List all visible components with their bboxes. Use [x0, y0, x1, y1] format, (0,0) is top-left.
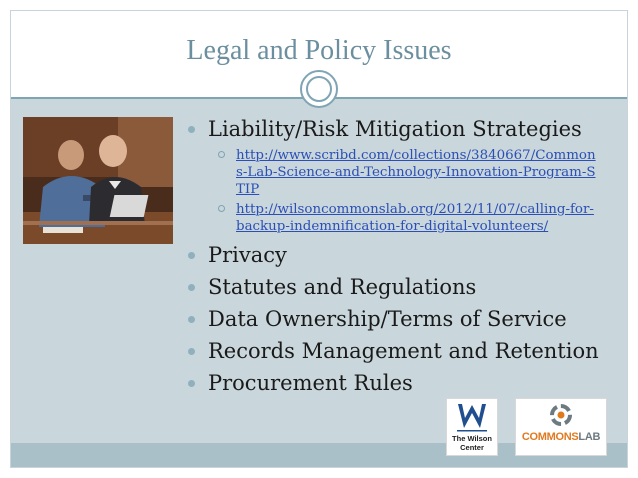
meeting-photo	[23, 117, 173, 244]
sub-bullet-circle-icon	[218, 205, 225, 212]
sub-bullet-circle-icon	[218, 151, 225, 158]
bullet-dot-icon	[188, 252, 195, 259]
scribd-link[interactable]: http://www.scribd.com/collections/3840667/Commons-Lab-Science-and-Technology-Innovation-Program-STIP	[236, 148, 596, 197]
bullet-records	[182, 335, 602, 367]
bullet-list	[182, 113, 602, 399]
wilson-w-icon	[447, 399, 497, 433]
link-item-wilsoncommonslab	[208, 201, 602, 235]
bullet-dot-icon	[188, 348, 195, 355]
wilson-name-line2: Center	[460, 443, 484, 452]
bullet-label: Procurement Rules	[208, 371, 413, 395]
wilson-center-logo	[446, 398, 498, 456]
wilsoncommonslab-link[interactable]: http://wilsoncommonslab.org/2012/11/07/calling-for-backup-indemnification-for-digital-volunteers/	[236, 202, 594, 234]
bullet-statutes	[182, 271, 602, 303]
commons-part: COMMONS	[521, 431, 579, 443]
bullet-dot-icon	[188, 284, 195, 291]
bullet-label: Privacy	[208, 243, 287, 267]
slide-title: Legal and Policy Issues	[186, 35, 452, 66]
bullet-privacy	[182, 239, 602, 271]
commons-lab-logo	[515, 398, 607, 456]
lab-part: LAB	[578, 431, 601, 443]
bullet-data-ownership	[182, 303, 602, 335]
wilson-name-line1: The Wilson	[452, 434, 492, 443]
bullet-label: Statutes and Regulations	[208, 275, 477, 299]
bullet-label: Liability/Risk Mitigation Strategies	[208, 117, 582, 141]
wilson-center-name	[447, 434, 497, 452]
bullet-procurement	[182, 367, 602, 399]
divider-circle-inner	[306, 76, 332, 102]
commons-lab-wordmark	[516, 431, 606, 443]
link-list	[208, 147, 602, 235]
bullet-liability	[182, 113, 602, 235]
commons-lab-mark-icon	[516, 399, 606, 429]
bullet-label: Records Management and Retention	[208, 339, 599, 363]
link-item-scribd	[208, 147, 602, 198]
bullet-dot-icon	[188, 380, 195, 387]
meeting-photo-image	[23, 117, 173, 244]
bullet-label: Data Ownership/Terms of Service	[208, 307, 567, 331]
bullet-dot-icon	[188, 126, 195, 133]
bullet-dot-icon	[188, 316, 195, 323]
divider-circle-icon	[300, 70, 338, 108]
